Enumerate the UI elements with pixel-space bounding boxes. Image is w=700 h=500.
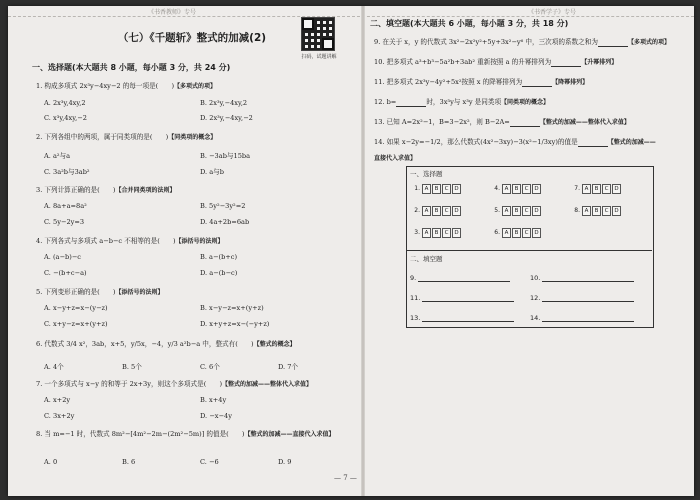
- answer-bubble[interactable]: D: [452, 228, 461, 238]
- bubble-question-number: 4.: [494, 185, 500, 192]
- option-1b[interactable]: B. 2x³y,−4xy,2: [200, 99, 248, 107]
- fill-question-11: 11. 把多项式 2x³y−4y²+5x²按照 x 的降幂排列为 【降幂排列】: [374, 78, 589, 86]
- answer-bubble[interactable]: A: [582, 206, 591, 216]
- answer-bubble[interactable]: A: [502, 206, 511, 216]
- option-3d[interactable]: D. 4a+2b=6ab: [200, 218, 250, 226]
- option-7b[interactable]: B. x+4y: [200, 396, 227, 404]
- answer-bubble[interactable]: D: [612, 184, 621, 194]
- fill-question-14-tag-cont: 直接代入求值】: [374, 155, 417, 162]
- fill-answer-14[interactable]: 14.: [530, 314, 634, 322]
- bubble-row-q3: [410, 228, 462, 238]
- answer-blank[interactable]: [578, 146, 608, 147]
- qr-code-icon[interactable]: [302, 18, 334, 50]
- option-6a[interactable]: A. 4个: [44, 363, 64, 371]
- option-1a[interactable]: A. 2x³y,4xy,2: [44, 99, 86, 107]
- answer-card-choice-label: 一、选择题: [410, 170, 443, 178]
- choice-question-6: 6. 代数式 3/4 x²，3ab，x+5，y/5x，−4，y/3 a²b−a 中，整式有( )【整式的概念】: [36, 340, 296, 348]
- fill-answer-13[interactable]: 13.: [410, 314, 514, 322]
- answer-bubble[interactable]: C: [522, 206, 531, 216]
- option-4a[interactable]: A. (a−b)−c: [44, 253, 81, 261]
- fill-question-9: 9. 在关于 x，y 的代数式 3x²−2x²y²+5y+3x²−y⁶ 中，三次项的系数之和为 【多项式的项】: [374, 38, 670, 46]
- bubble-question-number: 2.: [414, 207, 420, 214]
- bubble-row-q5: [490, 206, 542, 216]
- option-4d[interactable]: D. a−(b−c): [200, 269, 238, 277]
- answer-bubble[interactable]: A: [502, 228, 511, 238]
- fill-question-10: 10. 把多项式 a³+b³−5a²b+3ab² 重新按照 a 的升幂排列为 【升幂排列】: [374, 58, 618, 66]
- answer-bubble[interactable]: B: [432, 206, 441, 216]
- option-5a[interactable]: A. x−y+z=x−(y−z): [44, 304, 108, 312]
- option-3c[interactable]: C. 5y−2y=3: [44, 218, 85, 226]
- answer-bubble[interactable]: B: [592, 206, 601, 216]
- option-2d[interactable]: D. a与b: [200, 168, 224, 176]
- choice-question-4: 4. 下列各式与多项式 a−b−c 不相等的是( )【添括号的法则】: [36, 237, 224, 245]
- fill-answer-12[interactable]: 12.: [530, 294, 634, 302]
- answer-bubble[interactable]: D: [532, 184, 541, 194]
- fill-question-13: 13. 已知 A=2x²−1，B=3−2x²，则 B−2A= 【整式的加减——整体代入求值】: [374, 118, 630, 126]
- answer-bubble[interactable]: D: [532, 206, 541, 216]
- header-strip-right: 《书香学子》专号: [528, 9, 577, 16]
- bubble-row-q8: [570, 206, 622, 216]
- option-3b[interactable]: B. 5y²−3y²=2: [200, 202, 246, 210]
- page-number: — 7 —: [334, 474, 357, 482]
- answer-bubble[interactable]: C: [522, 228, 531, 238]
- option-3a[interactable]: A. 8a+a=8a²: [44, 202, 87, 210]
- answer-card-divider: [406, 250, 652, 251]
- fill-answer-9[interactable]: 9.: [410, 274, 510, 282]
- option-6b[interactable]: B. 5个: [122, 363, 142, 371]
- answer-bubble[interactable]: B: [512, 184, 521, 194]
- left-column: [32, 6, 352, 496]
- bubble-question-number: 8.: [574, 207, 580, 214]
- answer-bubble[interactable]: B: [512, 206, 521, 216]
- fill-answer-11[interactable]: 11.: [410, 294, 514, 302]
- answer-bubble[interactable]: C: [442, 206, 451, 216]
- answer-bubble[interactable]: B: [432, 228, 441, 238]
- bubble-question-number: 6.: [494, 229, 500, 236]
- bubble-question-number: 1.: [414, 185, 420, 192]
- bubble-question-number: 7.: [574, 185, 580, 192]
- answer-blank[interactable]: [598, 46, 628, 47]
- fill-question-14: 14. 如果 x−2y=−1/2，那么代数式(4x²−3xy)−3(x²−1/3xy)的值是 【整式的加减——: [374, 138, 656, 146]
- option-5b[interactable]: B. x−y−z=x+(y+z): [200, 304, 264, 312]
- answer-bubble[interactable]: D: [612, 206, 621, 216]
- bubble-row-q7: [570, 184, 622, 194]
- option-7a[interactable]: A. x+2y: [44, 396, 71, 404]
- answer-bubble[interactable]: A: [422, 206, 431, 216]
- option-7d[interactable]: D. −x−4y: [200, 412, 232, 420]
- bubble-row-q4: [490, 184, 542, 194]
- answer-blank[interactable]: [522, 86, 552, 87]
- option-7c[interactable]: C. 3x+2y: [44, 412, 75, 420]
- option-8d[interactable]: D. 9: [278, 458, 292, 466]
- fill-question-12: 12. b= 时，3x³y与 x³y 是同类项【同类项的概念】: [374, 98, 550, 106]
- choice-question-3: 3. 下列计算正确的是( )【合并同类项的法则】: [36, 186, 176, 194]
- fill-section-title: 二、填空题(本大题共 6 小题，每小题 3 分，共 18 分): [370, 19, 569, 28]
- answer-bubble[interactable]: D: [532, 228, 541, 238]
- bubble-row-q6: [490, 228, 542, 238]
- bubble-question-number: 5.: [494, 207, 500, 214]
- option-4b[interactable]: B. a−(b+c): [200, 253, 238, 261]
- answer-bubble[interactable]: C: [602, 206, 611, 216]
- choice-section-title: 一、选择题(本大题共 8 小题，每小题 3 分，共 24 分): [32, 63, 231, 72]
- answer-blank[interactable]: [510, 126, 540, 127]
- option-1d[interactable]: D. 2x³y,−4xy,−2: [200, 114, 253, 122]
- bubble-row-q1: [410, 184, 462, 194]
- answer-bubble[interactable]: C: [522, 184, 531, 194]
- answer-bubble[interactable]: A: [502, 184, 511, 194]
- option-5c[interactable]: C. x+y−z=x+(y+z): [44, 320, 108, 328]
- option-8c[interactable]: C. −6: [200, 458, 219, 466]
- answer-bubble[interactable]: B: [432, 184, 441, 194]
- option-6d[interactable]: D. 7个: [278, 363, 299, 371]
- choice-question-1: 1. 构成多项式 2x³y−4xy−2 的每一项是( )【多项式的项】: [36, 82, 217, 90]
- answer-bubble[interactable]: B: [512, 228, 521, 238]
- option-2c[interactable]: C. 3a²b与3ab²: [44, 168, 90, 176]
- choice-question-8: 8. 当 m=−1 时，代数式 8m²−[4m²−2m−(2m²−5m)] 的值是( )【整式的加减——直接代入求值】: [36, 430, 335, 438]
- answer-bubble[interactable]: C: [442, 184, 451, 194]
- answer-blank[interactable]: [396, 106, 426, 107]
- exam-paper: [8, 6, 694, 496]
- answer-bubble[interactable]: A: [422, 184, 431, 194]
- answer-bubble[interactable]: C: [602, 184, 611, 194]
- header-strip-left: 《书香教师》专号: [148, 9, 197, 16]
- option-1c[interactable]: C. x³y,4xy,−2: [44, 114, 87, 122]
- page-fold: [361, 6, 365, 496]
- answer-bubble[interactable]: B: [592, 184, 601, 194]
- answer-bubble[interactable]: A: [422, 228, 431, 238]
- option-5d[interactable]: D. x+y+z=x−(−y+z): [200, 320, 270, 328]
- answer-blank[interactable]: [551, 66, 581, 67]
- answer-bubble[interactable]: C: [442, 228, 451, 238]
- answer-bubble[interactable]: D: [452, 184, 461, 194]
- choice-question-5: 5. 下列变形正确的是( )【添括号的法则】: [36, 288, 164, 296]
- choice-question-7: 7. 一个多项式与 x−y 的和等于 2x+3y，则这个多项式是( )【整式的加减——整体代入求值】: [36, 380, 313, 388]
- option-2a[interactable]: A. a²与a: [44, 152, 71, 160]
- choice-question-2: 2. 下列各组中的两项，属于同类项的是( )【同类项的概念】: [36, 133, 217, 141]
- answer-card-fill-label: 二、填空题: [410, 255, 443, 263]
- option-6c[interactable]: C. 6个: [200, 363, 220, 371]
- answer-bubble[interactable]: D: [452, 206, 461, 216]
- option-2b[interactable]: B. −3ab与15ba: [200, 152, 251, 160]
- option-8b[interactable]: B. 6: [122, 458, 136, 466]
- answer-bubble[interactable]: A: [582, 184, 591, 194]
- qr-caption: 扫码，试题讲解: [301, 54, 337, 60]
- option-4c[interactable]: C. −(b+c−a): [44, 269, 87, 277]
- option-8a[interactable]: A. 0: [44, 458, 58, 466]
- page-title: （七）《千题斩》整式的加减(2): [117, 32, 267, 44]
- bubble-row-q2: [410, 206, 462, 216]
- bubble-question-number: 3.: [414, 229, 420, 236]
- fill-answer-10[interactable]: 10.: [530, 274, 634, 282]
